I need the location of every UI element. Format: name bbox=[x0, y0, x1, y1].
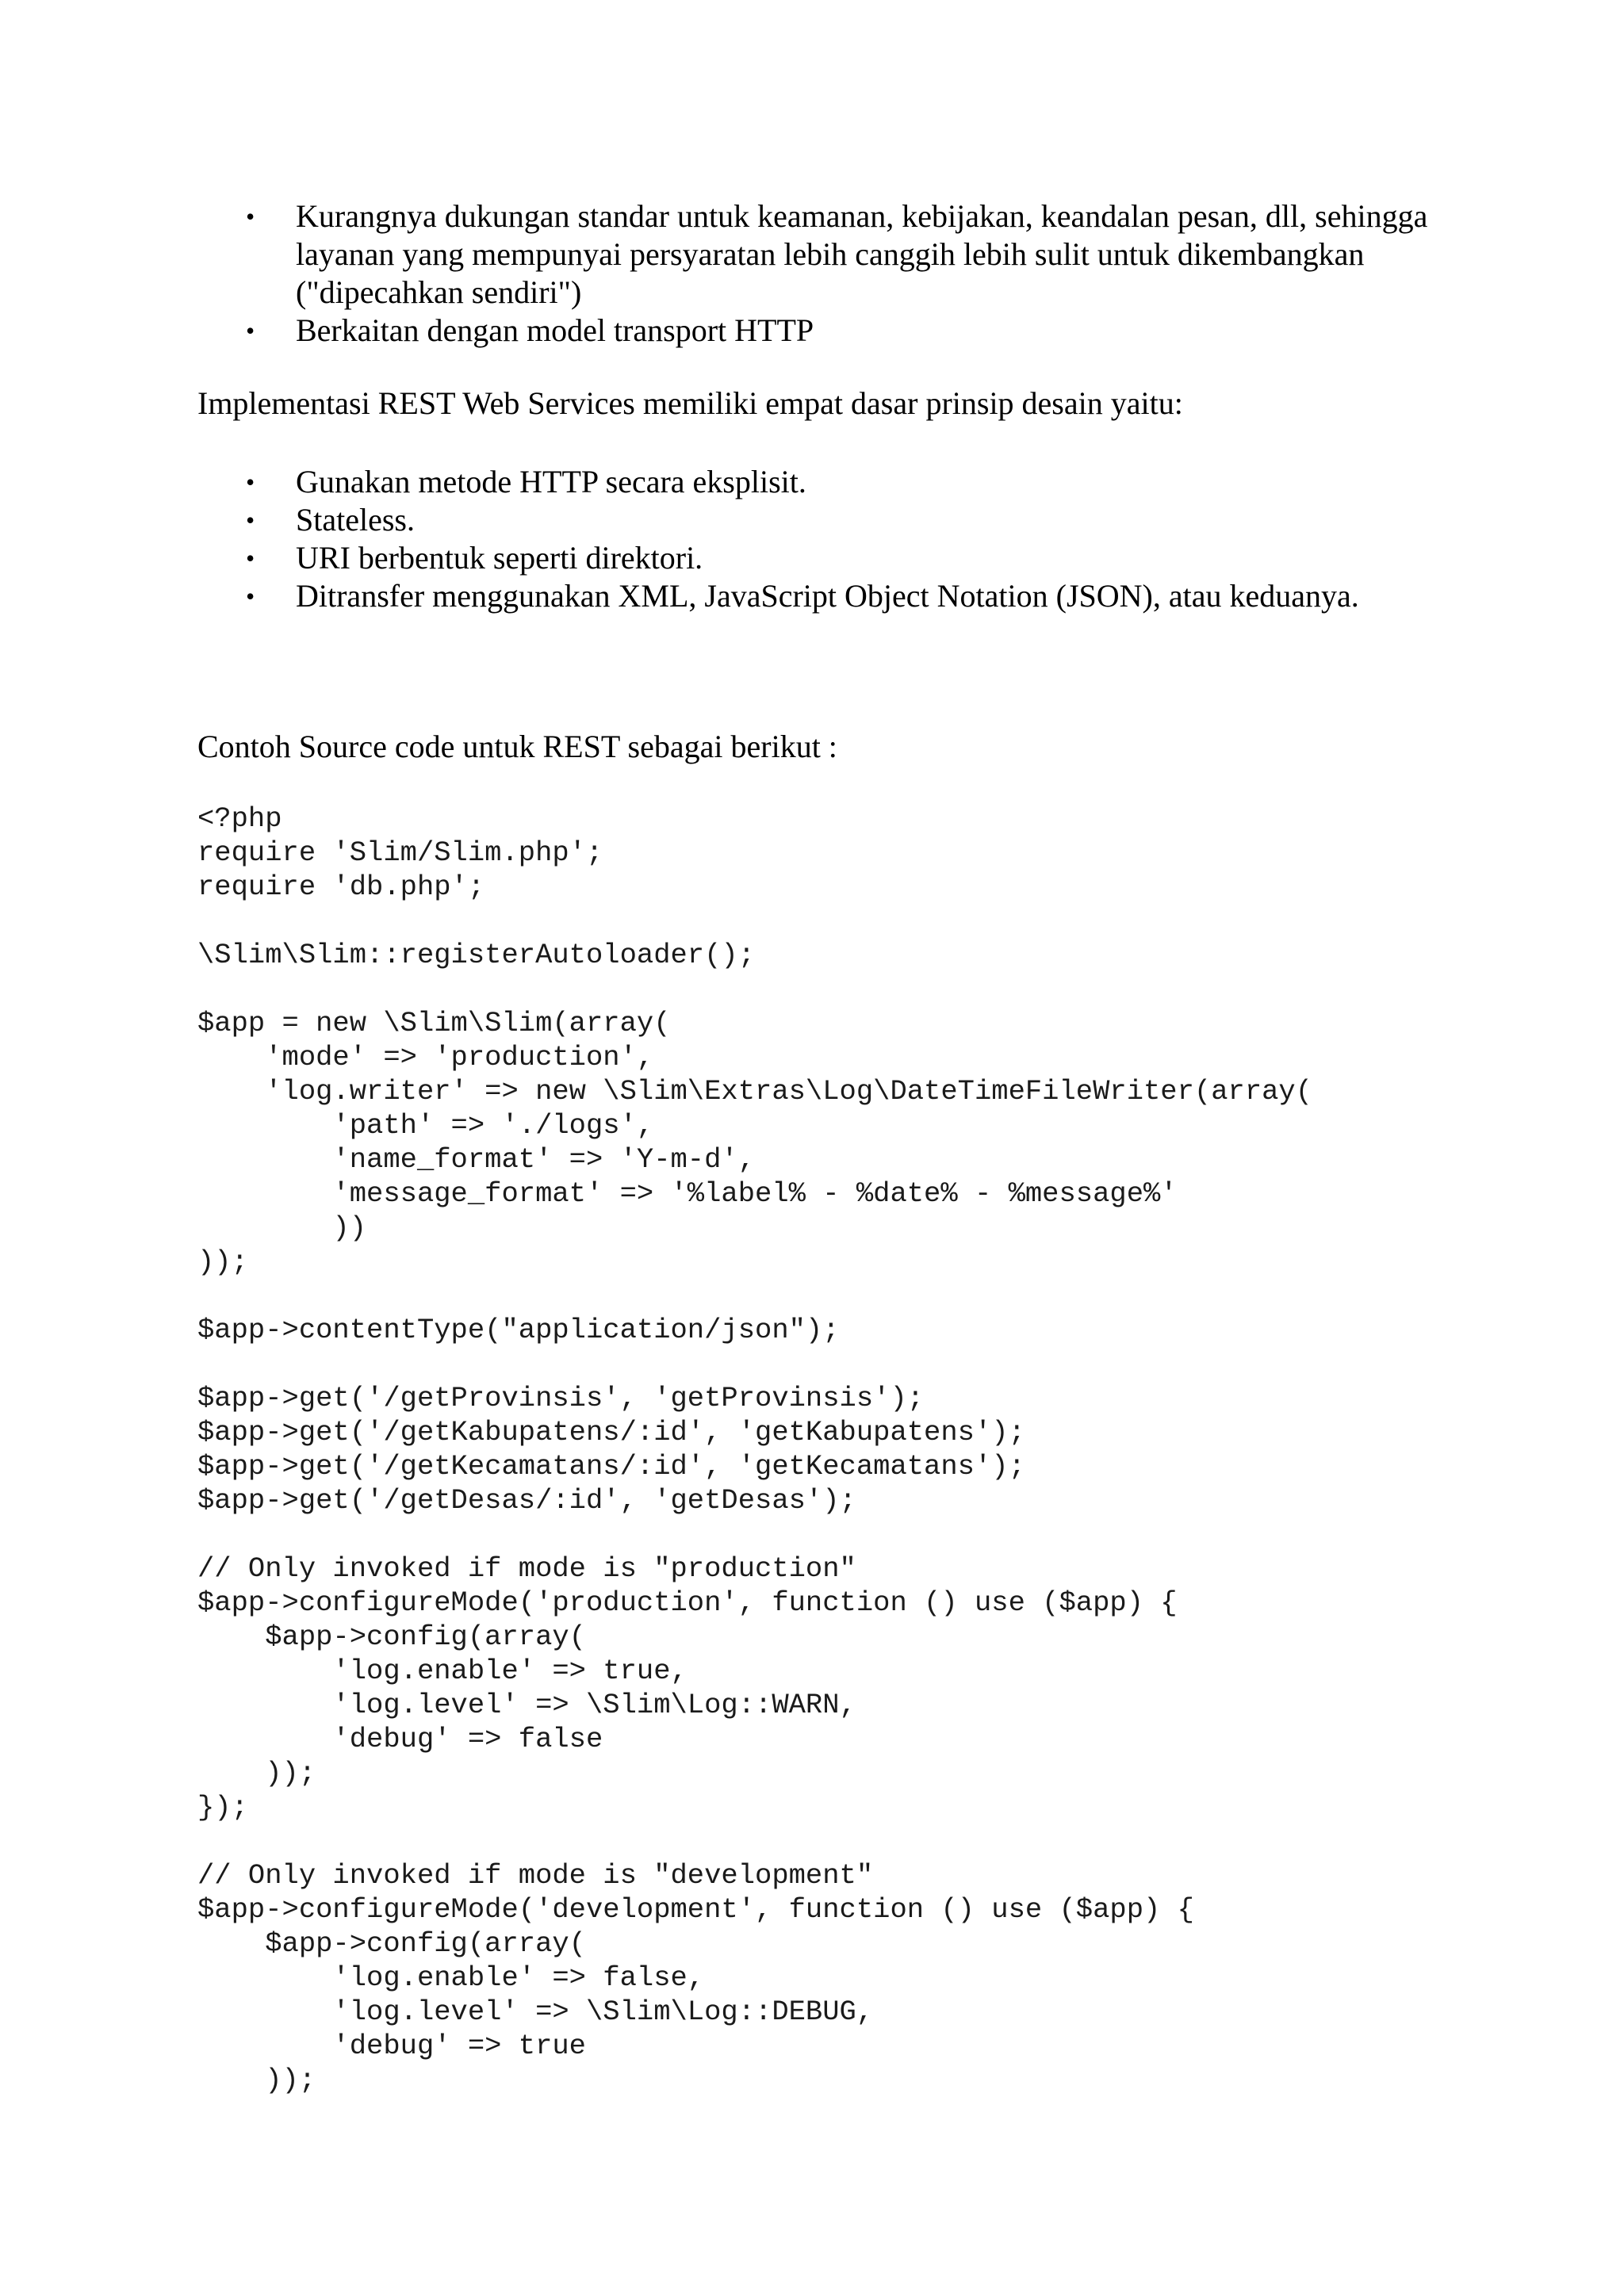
code-line bbox=[197, 1347, 1312, 1381]
example-heading: Contoh Source code untuk REST sebagai berikut : bbox=[197, 729, 837, 764]
code-line: 'path' => './logs', bbox=[197, 1109, 654, 1142]
list-item: • Kurangnya dukungan standar untuk keamanan, kebijakan, keandalan pesan, dll, sehingga layanan yang mempunyai persyaratan lebih canggih lebih sulit untuk dikembangkan ("dipecahkan sendiri") bbox=[0, 197, 1438, 312]
code-line: <?php bbox=[197, 802, 282, 835]
code-line: // Only invoked if mode is "production" bbox=[197, 1552, 856, 1585]
code-line: )) bbox=[197, 1211, 367, 1244]
intro-paragraph: Implementasi REST Web Services memiliki empat dasar prinsip desain yaitu: bbox=[197, 385, 1183, 421]
code-line bbox=[197, 1517, 1312, 1552]
code-line: 'log.enable' => false, bbox=[197, 1961, 705, 1994]
code-line: 'log.enable' => true, bbox=[197, 1655, 688, 1687]
code-line: )); bbox=[197, 2064, 316, 2096]
principles-list bbox=[0, 463, 1438, 615]
code-line: \Slim\Slim::registerAutoloader(); bbox=[197, 939, 756, 971]
code-line: $app->get('/getKabupatens/:id', 'getKabupatens'); bbox=[197, 1416, 1025, 1448]
code-line: 'log.writer' => new \Slim\Extras\Log\DateTimeFileWriter(array( bbox=[197, 1075, 1313, 1108]
limitations-list bbox=[0, 197, 1438, 350]
code-line: $app = new \Slim\Slim(array( bbox=[197, 1007, 671, 1039]
code-line: }); bbox=[197, 1791, 248, 1823]
list-item: • Stateless. bbox=[0, 501, 1438, 539]
code-line: $app->config(array( bbox=[197, 1621, 586, 1653]
code-line: $app->configureMode('development', function () use ($app) { bbox=[197, 1893, 1194, 1926]
code-line: 'log.level' => \Slim\Log::DEBUG, bbox=[197, 1996, 874, 2028]
code-line: require 'db.php'; bbox=[197, 871, 485, 903]
code-line bbox=[197, 1824, 1312, 1858]
code-line: )); bbox=[197, 1246, 248, 1278]
code-line: $app->config(array( bbox=[197, 1927, 586, 1960]
code-line: $app->get('/getKecamatans/:id', 'getKecamatans'); bbox=[197, 1450, 1025, 1483]
code-line: 'message_format' => '%label% - %date% - %message%' bbox=[197, 1177, 1178, 1210]
code-block bbox=[197, 802, 1312, 2097]
code-line: 'mode' => 'production', bbox=[197, 1041, 654, 1073]
code-line bbox=[197, 904, 1312, 938]
code-line: $app->contentType("application/json"); bbox=[197, 1314, 840, 1346]
list-item: • Ditransfer menggunakan XML, JavaScript Object Notation (JSON), atau keduanya. bbox=[0, 577, 1438, 615]
list-item: • URI berbentuk seperti direktori. bbox=[0, 539, 1438, 577]
code-line: 'debug' => true bbox=[197, 2030, 586, 2062]
code-line bbox=[197, 972, 1312, 1006]
code-line: 'log.level' => \Slim\Log::WARN, bbox=[197, 1689, 856, 1721]
list-item: • Berkaitan dengan model transport HTTP bbox=[0, 312, 1438, 350]
code-line: $app->get('/getDesas/:id', 'getDesas'); bbox=[197, 1484, 856, 1517]
code-line: $app->configureMode('production', function () use ($app) { bbox=[197, 1586, 1178, 1619]
code-line: // Only invoked if mode is "development" bbox=[197, 1859, 874, 1892]
code-line: 'debug' => false bbox=[197, 1723, 603, 1755]
code-line: )); bbox=[197, 1757, 316, 1789]
code-line: $app->get('/getProvinsis', 'getProvinsis'); bbox=[197, 1382, 925, 1414]
code-line: require 'Slim/Slim.php'; bbox=[197, 836, 603, 869]
code-line bbox=[197, 1279, 1312, 1313]
code-line: 'name_format' => 'Y-m-d', bbox=[197, 1143, 756, 1176]
list-item: • Gunakan metode HTTP secara eksplisit. bbox=[0, 463, 1438, 501]
